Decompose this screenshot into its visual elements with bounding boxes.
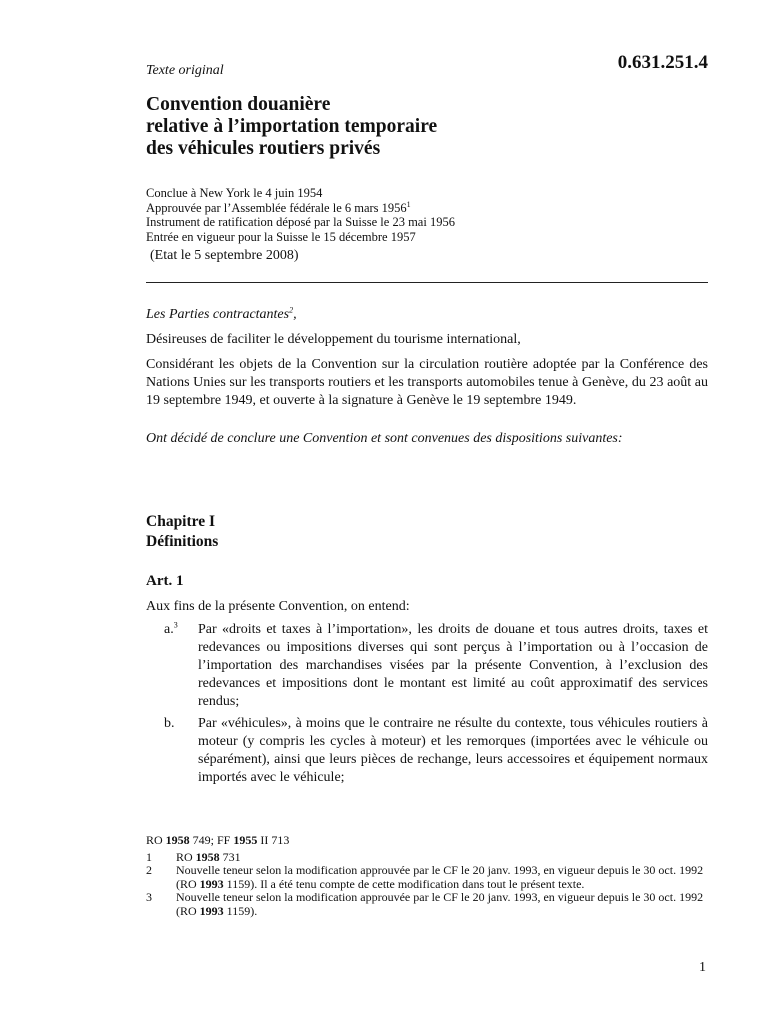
meta-approuvee-line [146, 201, 455, 216]
preamble-ont-decide: Ont décidé de conclure une Convention et sont convenues des dispositions suivantes: [146, 431, 623, 446]
footnote-number: 1 [146, 849, 152, 864]
title-line-1: Convention douanière [146, 94, 331, 115]
chapter-title: Définitions [146, 533, 219, 550]
preamble-parties [146, 307, 297, 323]
footnote-ref-2[interactable]: 2 [289, 305, 294, 315]
footnotes [146, 834, 708, 918]
footnote-number: 3 [146, 890, 152, 904]
item-text: Par «véhicules», à moins que le contraire ne résulte du contexte, tous véhicules routiers à moteur (y compris les cycles à moteur) et les remorques (importées avec le véhicule ou séparément), ainsi que leurs pièces de rechange, leurs accessoires et équipement normaux importés avec le véhicule; [198, 716, 708, 785]
preamble-desireuses: Désireuses de faciliter le développement du tourisme international, [146, 332, 521, 347]
meta-entree: Entrée en vigueur pour la Suisse le 15 décembre 1957 [146, 229, 416, 244]
chapter-heading [146, 512, 218, 552]
source-text: 749; FF [189, 833, 234, 847]
item-marker-label: a. [164, 622, 174, 637]
header-divider [146, 282, 708, 283]
meta-instrument: Instrument de ratification déposé par la Suisse le 23 mai 1956 [146, 215, 455, 229]
title-line-2: relative à l’importation temporaire [146, 116, 438, 137]
footnote-text: Nouvelle teneur selon la modification approuvée par le CF le 20 janv. 1993, en vigueur depuis le 30 oct. 1992 (RO [176, 890, 704, 918]
parties-text: Les Parties contractantes [146, 307, 290, 322]
footnote-text: 731 [219, 849, 241, 864]
texte-original-label: Texte original [146, 63, 224, 78]
footnote-text: 1159). [223, 903, 258, 918]
meta-conclue: Conclue à New York le 4 juin 1954 [146, 186, 323, 200]
title-line-3: des véhicules routiers privés [146, 138, 381, 159]
article-title: Art. 1 [146, 573, 184, 589]
preamble-considerant: Considérant les objets de la Convention sur la circulation routière adoptée par la Conférence des Nations Unies sur les transports routiers et les transports automobiles tenue à Genève, du 23 août au 19 septembre 1949, et ouverte à la signature à Genève le 19 septembre 1949. [146, 357, 708, 408]
sr-number: 0.631.251.4 [617, 52, 708, 73]
footnote-year: 1993 [199, 876, 224, 891]
source-text: RO [146, 833, 166, 847]
footnote-ref-1[interactable]: 1 [406, 199, 411, 209]
article-item-a [146, 621, 708, 711]
footnote-ref-3[interactable]: 3 [173, 620, 178, 630]
footnote-3 [146, 891, 708, 918]
page-number: 1 [699, 960, 706, 975]
footnote-text: RO [176, 849, 196, 864]
source-year: 1955 [233, 833, 258, 847]
parties-suffix: , [293, 307, 297, 322]
item-marker-label: b. [164, 716, 175, 731]
footnote-year: 1958 [195, 849, 220, 864]
footnote-1 [146, 851, 708, 865]
footnote-year: 1993 [199, 903, 224, 918]
document-title [146, 94, 437, 160]
article-intro: Aux fins de la présente Convention, on entend: [146, 599, 410, 614]
footnote-text: 1159). Il a été tenu compte de cette modification dans tout le présent texte. [223, 876, 585, 891]
document-metadata [146, 186, 455, 244]
footnote-2 [146, 864, 708, 891]
item-marker [164, 715, 175, 733]
footnote-text: Nouvelle teneur selon la modification approuvée par le CF le 20 janv. 1993, en vigueur depuis le 30 oct. 1992 (RO [176, 863, 704, 891]
meta-approuvee: Approuvée par l’Assemblée fédérale le 6 mars 1956 [146, 200, 407, 215]
article-item-b [146, 715, 708, 787]
item-text: Par «droits et taxes à l’importation», les droits de douane et tous autres droits, taxes et redevances ou impositions diverses qui sont perçus à l’importation ou à l’occasion de l’importation des marchandises visées par la présente Convention, à l’exclusion des redevances et impositions dont le montant est limité au coût approximatif des services rendus; [198, 622, 708, 709]
item-marker [164, 621, 178, 639]
source-year: 1958 [165, 833, 190, 847]
etat-date: (Etat le 5 septembre 2008) [150, 248, 299, 263]
footnote-number: 2 [146, 863, 152, 877]
source-text: II 713 [257, 833, 290, 847]
source-reference [146, 834, 708, 848]
chapter-label: Chapitre I [146, 513, 216, 530]
